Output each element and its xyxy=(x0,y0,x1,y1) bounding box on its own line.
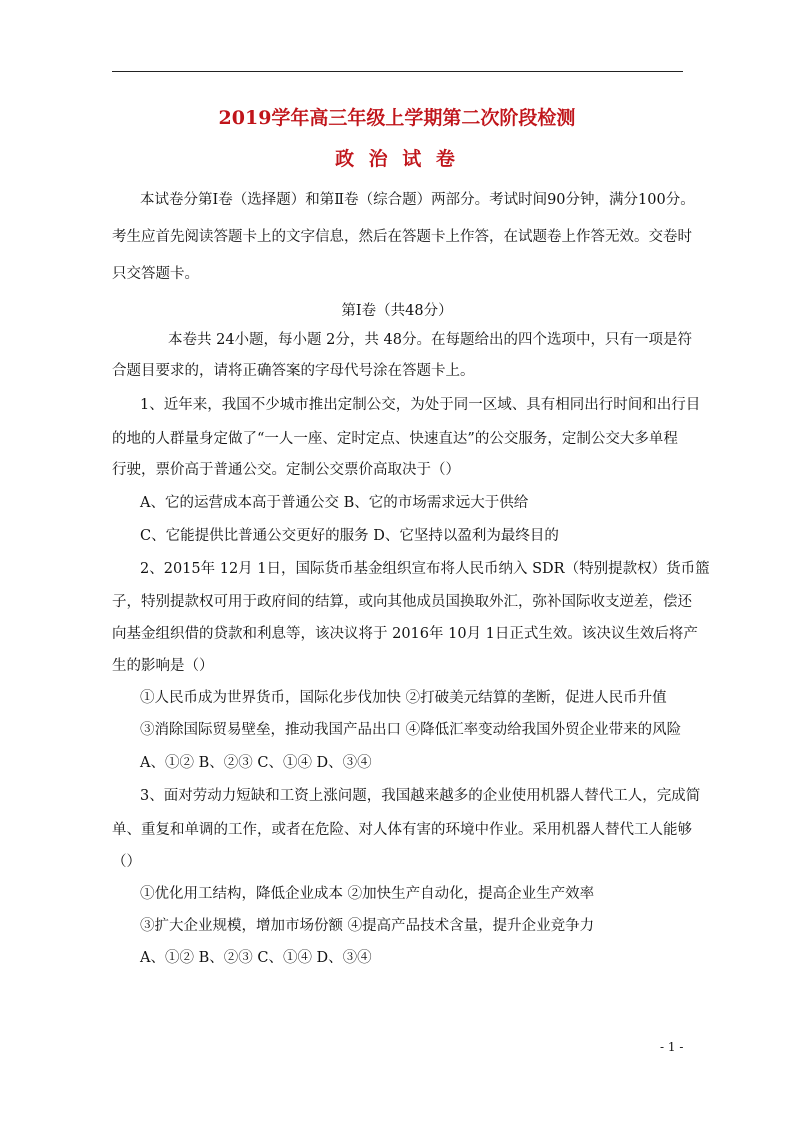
question-2-choices: A、①② B、②③ C、①④ D、③④ xyxy=(140,755,372,771)
question-2-line-2: 子，特别提款权可用于政府间的结算，或向其他成员国换取外汇，弥补国际收支逆差，偿还 xyxy=(112,594,692,610)
intro-line-3: 只交答题卡。 xyxy=(112,266,199,282)
question-2-line-3: 向基金组织借的贷款和利息等，该决议将于 2016年 10月 1日正式生效。该决议生效后将产 xyxy=(112,626,698,642)
question-1-line-2: 的地的人群量身定做了“一人一座、定时定点、快速直达”的公交服务，定制公交大多单程 xyxy=(112,431,678,447)
question-2-items-row-2: ③消除国际贸易壁垒，推动我国产品出口 ④降低汇率变动给我国外贸企业带来的风险 xyxy=(140,722,682,738)
question-1-line-1: 1、近年来，我国不少城市推出定制公交，为处于同一区域、具有相同出行时间和出行目 xyxy=(140,397,701,413)
question-3-line-3: （） xyxy=(112,854,141,870)
intro-line-1: 本试卷分第Ⅰ卷（选择题）和第Ⅱ卷（综合题）两部分。考试时间90分钟，满分100分。 xyxy=(140,192,695,208)
question-2-items-row-1: ①人民币成为世界货币，国际化步伐加快 ②打破美元结算的垄断，促进人民币升值 xyxy=(140,690,667,706)
section-instruction-line-2: 合题目要求的，请将正确答案的字母代号涂在答题卡上。 xyxy=(112,363,475,379)
question-3-choices: A、①② B、②③ C、①④ D、③④ xyxy=(140,950,372,966)
page-number: - 1 - xyxy=(660,1040,684,1054)
section-instruction-line-1: 本卷共 24小题，每小题 2分，共 48分。在每题给出的四个选项中，只有一项是符 xyxy=(168,332,692,348)
question-3-line-1: 3、面对劳动力短缺和工资上涨问题，我国越来越多的企业使用机器人替代工人，完成简 xyxy=(140,788,701,804)
header-rule xyxy=(112,71,683,72)
intro-line-2: 考生应首先阅读答题卡上的文字信息，然后在答题卡上作答，在试题卷上作答无效。交卷时 xyxy=(112,229,692,245)
question-3-items-row-1: ①优化用工结构，降低企业成本 ②加快生产自动化，提高企业生产效率 xyxy=(140,886,595,902)
question-3-line-2: 单、重复和单调的工作，或者在危险、对人体有害的环境中作业。采用机器人替代工人能够 xyxy=(112,822,692,838)
section-title: 第Ⅰ卷（共48分） xyxy=(341,303,453,319)
question-1-options-row-2: C、它能提供比普通公交更好的服务 D、它坚持以盈利为最终目的 xyxy=(140,528,559,544)
question-2-line-1: 2、2015年 12月 1日，国际货币基金组织宣布将人民币纳入 SDR（特别提款权）货币篮 xyxy=(140,561,710,577)
question-3-items-row-2: ③扩大企业规模，增加市场份额 ④提高产品技术含量，提升企业竞争力 xyxy=(140,918,595,934)
question-1-line-3: 行驶，票价高于普通公交。定制公交票价高取决于（） xyxy=(112,462,460,478)
question-2-line-4: 生的影响是（） xyxy=(112,658,214,674)
document-title: 2019学年高三年级上学期第二次阶段检测 xyxy=(218,107,576,129)
question-1-options-row-1: A、它的运营成本高于普通公交 B、它的市场需求远大于供给 xyxy=(140,495,529,511)
document-subtitle: 政 治 试 卷 xyxy=(335,148,459,170)
